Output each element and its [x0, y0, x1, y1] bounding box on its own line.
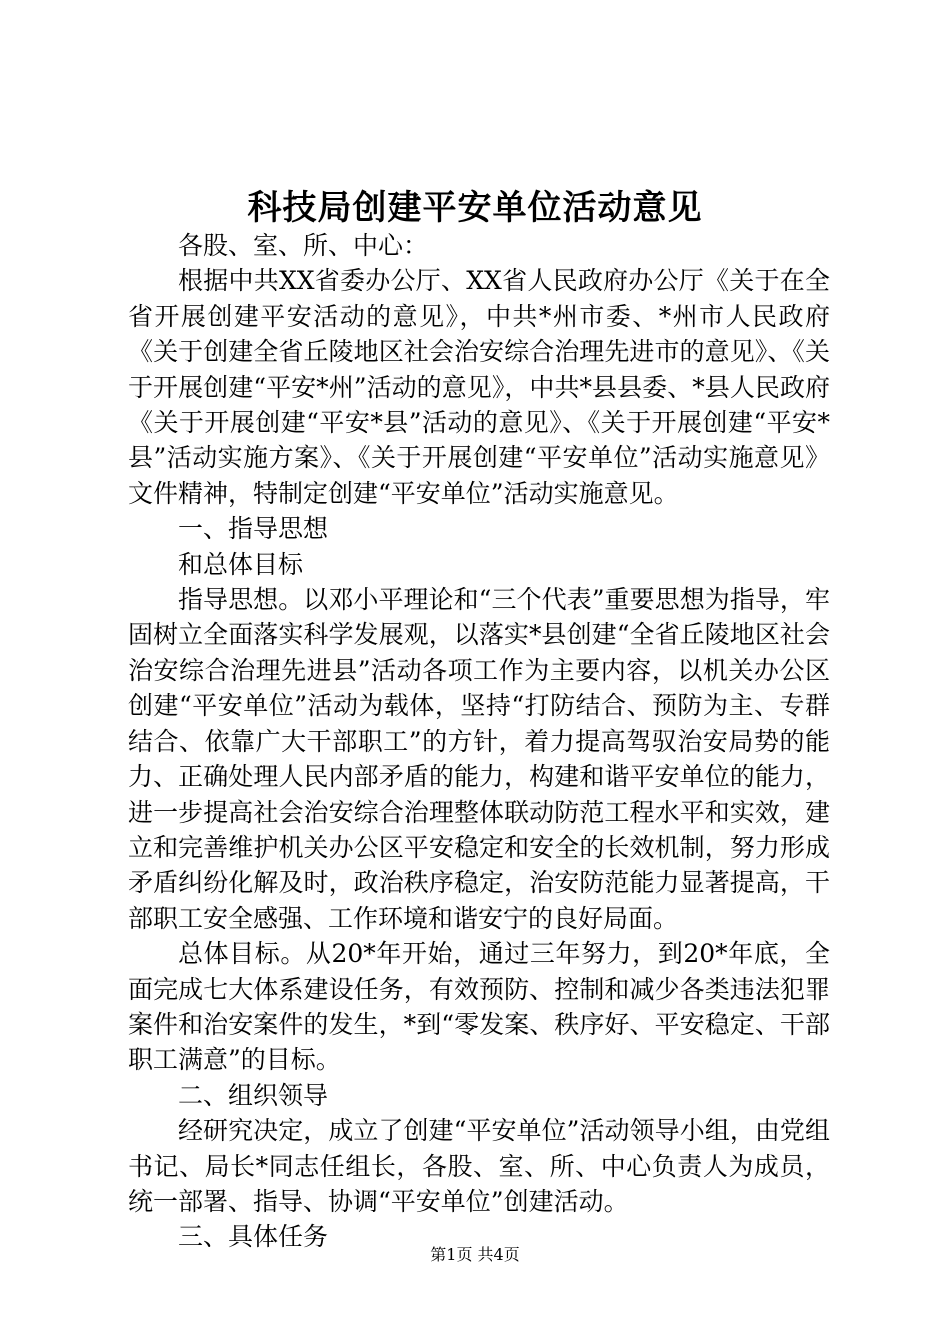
page-footer: 第1页 共4页: [430, 1245, 520, 1264]
heading-guiding-thought: 一、指导思想: [178, 514, 329, 544]
paragraph-basis: 根据中共XX省委办公厅、XX省人民政府办公厅《关于在全省开展创建平安活动的意见》，中共*州市委、*州市人民政府《关于创建全省丘陵地区社会治安综合治理先进市的意见》、《关于开展创建“平安*州”活动的意见》，中共*县县委、*县人民政府《关于开展创建“平安*县”活动的意见》、《关于开展创建“平安*县”活动实施方案》、《关于开展创建“平安单位”活动实施意见》文件精神，特制定创建“平安单位”活动实施意见。: [128, 266, 830, 508]
heading-organization: 二、组织领导: [178, 1080, 329, 1110]
paragraph-salutation: 各股、室、所、中心：: [178, 231, 429, 260]
document-body: [128, 228, 830, 1255]
document-title: 科技局创建平安单位活动意见: [247, 188, 703, 228]
heading-specific-tasks: 三、具体任务: [178, 1222, 329, 1252]
paragraph-guiding-thought: 指导思想。以邓小平理论和“三个代表”重要思想为指导，牢固树立全面落实科学发展观，以落实*县创建“全省丘陵地区社会治安综合治理先进县”活动各项工作为主要内容，以机关办公区创建“平安单位”活动为载体，坚持“打防结合、预防为主、专群结合、依靠广大干部职工”的方针，着力提高驾驭治安局势的能力、正确处理人民内部矛盾的能力，构建和谐平安单位的能力，进一步提高社会治安综合治理整体联动防范工程水平和实效，建立和完善维护机关办公区平安稳定和安全的长效机制，努力形成矛盾纠纷化解及时，政治秩序稳定，治安防范能力显著提高，干部职工安全感强、工作环境和谐安宁的良好局面。: [128, 585, 830, 933]
paragraph-organization: 经研究决定，成立了创建“平安单位”活动领导小组，由党组书记、局长*同志任组长，各股、室、所、中心负责人为成员，统一部署、指导、协调“平安单位”创建活动。: [128, 1116, 830, 1216]
paragraph-overall-goal: 总体目标。从20*年开始，通过三年努力，到20*年底，全面完成七大体系建设任务，有效预防、控制和减少各类违法犯罪案件和治安案件的发生，*到“零发案、秩序好、平安稳定、干部职工满意”的目标。: [128, 939, 830, 1075]
heading-overall-goal: 和总体目标: [178, 549, 304, 579]
